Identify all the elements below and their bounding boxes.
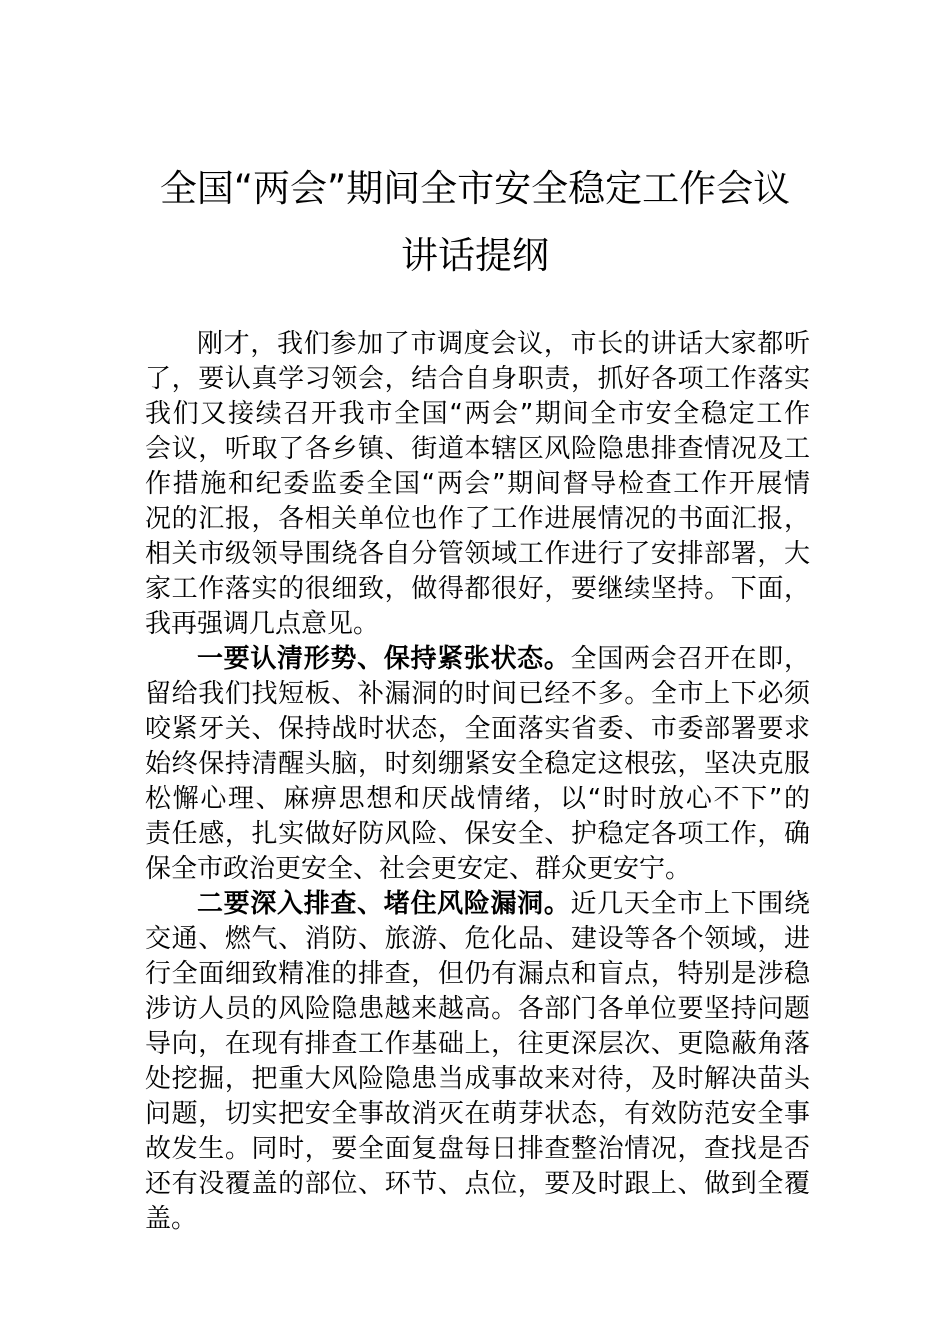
body-line: 会议，听取了各乡镇、街道本辖区风险隐患排查情况及工: [145, 434, 810, 464]
body-line: 咬紧牙关、保持战时状态，全面落实省委、市委部署要求: [145, 714, 810, 744]
body-line: 问题，切实把安全事故消灭在萌芽状态，有效防范安全事: [145, 1099, 810, 1129]
body-line: 盖。: [145, 1204, 198, 1234]
body-line: 留给我们找短板、补漏洞的时间已经不多。全市上下必须: [145, 679, 810, 709]
body-text: 近几天全市上下围绕: [570, 889, 810, 919]
body-line: 还有没覆盖的部位、环节、点位，要及时跟上、做到全覆: [145, 1169, 810, 1199]
section-heading-line: [197, 642, 810, 676]
body-line: 相关市级领导围绕各自分管领域工作进行了安排部署，大: [145, 539, 810, 569]
section-heading: 一要认清形势、保持紧张状态。: [197, 644, 571, 674]
document-subtitle: 讲话提纲: [401, 234, 549, 277]
body-line: 况的汇报，各相关单位也作了工作进展情况的书面汇报，: [145, 504, 810, 534]
body-line: 家工作落实的很细致，做得都很好，要继续坚持。下面，: [145, 574, 810, 604]
section-heading-line: [197, 887, 810, 921]
body-line: 故发生。同时，要全面复盘每日排查整治情况，查找是否: [145, 1134, 810, 1164]
body-line: 导向，在现有排查工作基础上，往更深层次、更隐蔽角落: [145, 1029, 810, 1059]
body-line: 松懈心理、麻痹思想和厌战情绪，以“时时放心不下”的: [145, 784, 810, 814]
body-line: 交通、燃气、消防、旅游、危化品、建设等各个领域，进: [145, 924, 810, 954]
body-line: 我再强调几点意见。: [145, 609, 380, 639]
body-line: 行全面细致精准的排查，但仍有漏点和盲点，特别是涉稳: [145, 959, 810, 989]
body-line: 涉访人员的风险隐患越来越高。各部门各单位要坚持问题: [145, 994, 810, 1024]
body-line: 刚才，我们参加了市调度会议，市长的讲话大家都听: [197, 329, 810, 359]
document-title: 全国“两会”期间全市安全稳定工作会议: [159, 167, 791, 210]
body-line: 我们又接续召开我市全国“两会”期间全市安全稳定工作: [145, 399, 810, 429]
body-line: 了，要认真学习领会，结合自身职责，抓好各项工作落实: [145, 364, 810, 394]
body-text: 全国两会召开在即，: [570, 644, 810, 674]
section-heading: 二要深入排查、堵住风险漏洞。: [197, 889, 571, 919]
body-line: 责任感，扎实做好防风险、保安全、护稳定各项工作，确: [145, 819, 810, 849]
body-line: 始终保持清醒头脑，时刻绷紧安全稳定这根弦，坚决克服: [145, 749, 810, 779]
body-line: 作措施和纪委监委全国“两会”期间督导检查工作开展情: [145, 469, 810, 499]
body-line: 保全市政治更安全、社会更安定、群众更安宁。: [145, 854, 692, 884]
body-line: 处挖掘，把重大风险隐患当成事故来对待，及时解决苗头: [145, 1064, 810, 1094]
